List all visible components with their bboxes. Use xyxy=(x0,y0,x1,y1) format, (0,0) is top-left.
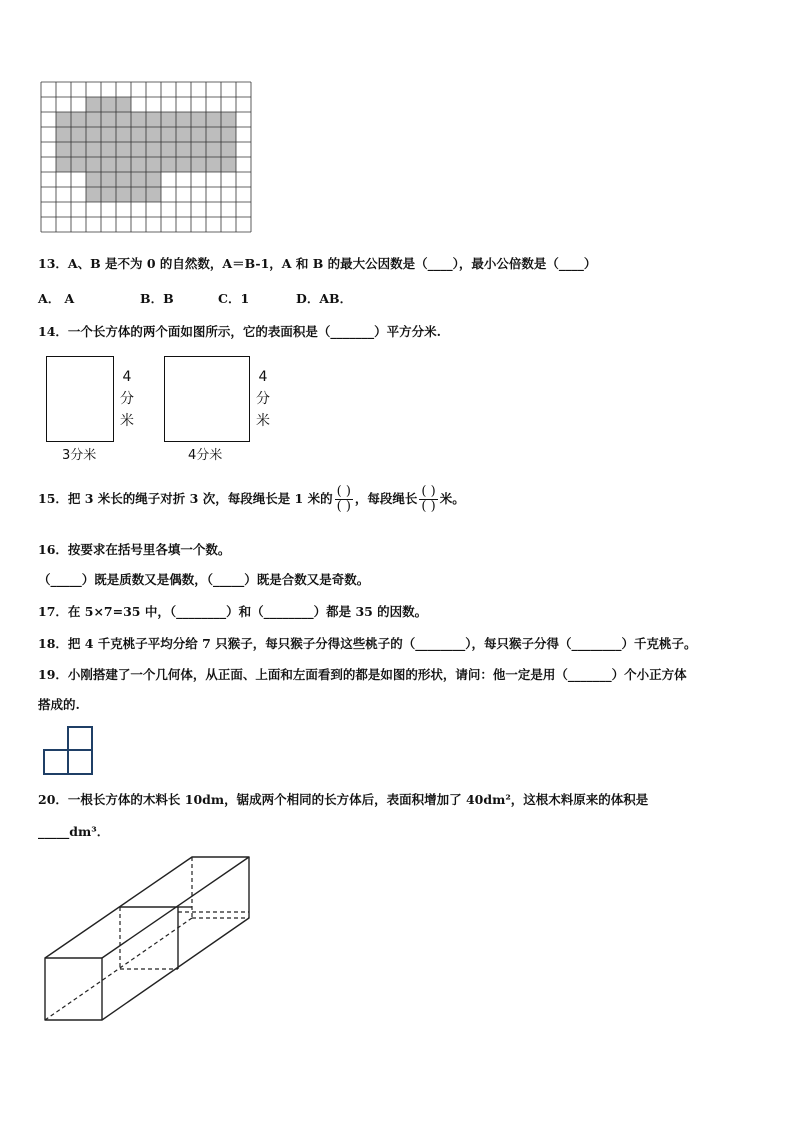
shaded-cell xyxy=(86,172,101,187)
shaded-cell xyxy=(131,187,146,202)
question-15: 15．把 3 米长的绳子对折 3 次，每段绳长是 1 米的 $\frac{( )}{( )}$ ，每段绳长 $\frac{( )}{( )}$ 米。 xyxy=(38,484,465,514)
cuboid-front-face xyxy=(45,958,102,1020)
shaded-cell xyxy=(191,127,206,142)
shaded-cell xyxy=(191,112,206,127)
shaded-cell xyxy=(131,127,146,142)
shaded-cell xyxy=(146,157,161,172)
shaded-cell xyxy=(131,142,146,157)
shaded-cell xyxy=(86,112,101,127)
shaded-cell xyxy=(116,157,131,172)
shaded-cell xyxy=(116,187,131,202)
cuboid-figure xyxy=(40,852,254,1024)
shaded-cell xyxy=(221,142,236,157)
shaded-cell xyxy=(86,97,101,112)
square-top xyxy=(68,727,92,750)
shaded-cell xyxy=(116,112,131,127)
shaded-cell xyxy=(71,127,86,142)
shaded-cell xyxy=(101,172,116,187)
shaded-cell xyxy=(86,187,101,202)
shaded-cell xyxy=(161,127,176,142)
shaded-cell xyxy=(101,127,116,142)
shaded-cell xyxy=(56,112,71,127)
shaded-cell xyxy=(176,127,191,142)
q13-option-c[interactable]: C．1 xyxy=(218,291,250,306)
question-19-cont: 搭成的. xyxy=(38,697,80,712)
shaded-cell xyxy=(116,142,131,157)
shaded-cell xyxy=(206,112,221,127)
shaded-cell xyxy=(101,112,116,127)
shaded-cell xyxy=(221,157,236,172)
square-bottom-left xyxy=(44,750,68,774)
shaded-cell xyxy=(101,97,116,112)
cuboid-right-face xyxy=(102,857,249,1020)
shaded-cell xyxy=(71,112,86,127)
shaded-cell xyxy=(221,112,236,127)
shaded-cell xyxy=(56,142,71,157)
shaded-cell xyxy=(101,157,116,172)
shaded-cell xyxy=(56,157,71,172)
q13-option-b[interactable]: B．B xyxy=(140,291,174,306)
shaded-cell xyxy=(206,157,221,172)
shaded-cell xyxy=(101,142,116,157)
shaded-cell xyxy=(221,127,236,142)
question-16-blanks: （_____）既是质数又是偶数，（_____）既是合数又是奇数。 xyxy=(38,572,370,587)
rectangle-face-2 xyxy=(164,356,250,442)
shaded-cell xyxy=(161,112,176,127)
shaded-cell xyxy=(86,142,101,157)
shaded-cell xyxy=(71,157,86,172)
grid-figure xyxy=(40,81,254,233)
shaded-cell xyxy=(191,157,206,172)
square-bottom-right xyxy=(68,750,92,774)
shaded-cell xyxy=(176,112,191,127)
shaded-cell xyxy=(116,97,131,112)
question-16: 16．按要求在括号里各填一个数。 xyxy=(38,542,231,557)
shaded-cell xyxy=(71,142,86,157)
shaded-cell xyxy=(131,172,146,187)
shaded-cell xyxy=(146,127,161,142)
shaded-cell xyxy=(86,127,101,142)
shaded-cell xyxy=(161,157,176,172)
shaded-cell xyxy=(176,142,191,157)
cuboid-cut-line xyxy=(120,907,178,969)
rectangle-face-1 xyxy=(46,356,114,442)
question-17: 17．在 5×7=35 中，（________）和（________）都是 35 的因数。 xyxy=(38,604,428,619)
question-18: 18．把 4 千克桃子平均分给 7 只猴子，每只猴子分得这些桃子的（________），每只猴子分得（________）千克桃子。 xyxy=(38,636,697,651)
face-1-bottom-label: 3分米 xyxy=(62,448,97,463)
question-13: 13．A、B 是不为 0 的自然数，A＝B-1，A 和 B 的最大公因数是（____），最小公倍数是（____） xyxy=(38,256,597,271)
shaded-cell xyxy=(56,127,71,142)
shaded-cell xyxy=(206,127,221,142)
shaded-cell xyxy=(191,142,206,157)
question-19: 19．小刚搭建了一个几何体，从正面、上面和左面看到的都是如图的形状，请问：他一定是用（_______）个小正方体 xyxy=(38,667,687,682)
question-20-answer: _____dm³． xyxy=(38,824,110,839)
q13-option-a[interactable]: A． A xyxy=(38,291,75,306)
fraction-blank-1[interactable]: $\frac{( )}{( )}$ xyxy=(336,484,351,514)
shaded-cell xyxy=(116,127,131,142)
shaded-cell xyxy=(116,172,131,187)
grid-lines xyxy=(41,82,251,232)
face-1-side-label: 4 分 米 xyxy=(120,369,134,429)
shaded-cell xyxy=(176,157,191,172)
shaded-cell xyxy=(146,172,161,187)
shaded-cell xyxy=(101,187,116,202)
face-2-bottom-label: 4分米 xyxy=(188,448,223,463)
shaded-cell xyxy=(146,142,161,157)
shaded-cell xyxy=(131,157,146,172)
question-14: 14．一个长方体的两个面如图所示，它的表面积是（_______）平方分米. xyxy=(38,324,441,339)
shaded-cell xyxy=(146,112,161,127)
q13-option-d[interactable]: D．AB． xyxy=(296,291,353,306)
question-20: 20．一根长方体的木料长 10dm，锯成两个相同的长方体后，表面积增加了 40dm²，这根木料原来的体积是 xyxy=(38,792,649,807)
shaded-cell xyxy=(206,142,221,157)
face-2-side-label: 4 分 米 xyxy=(256,369,270,429)
shaded-cell xyxy=(161,142,176,157)
three-view-squares-figure xyxy=(42,725,96,777)
shaded-cell xyxy=(86,157,101,172)
shaded-cell xyxy=(146,187,161,202)
fraction-blank-2[interactable]: $\frac{( )}{( )}$ xyxy=(421,484,436,514)
shaded-cell xyxy=(131,112,146,127)
